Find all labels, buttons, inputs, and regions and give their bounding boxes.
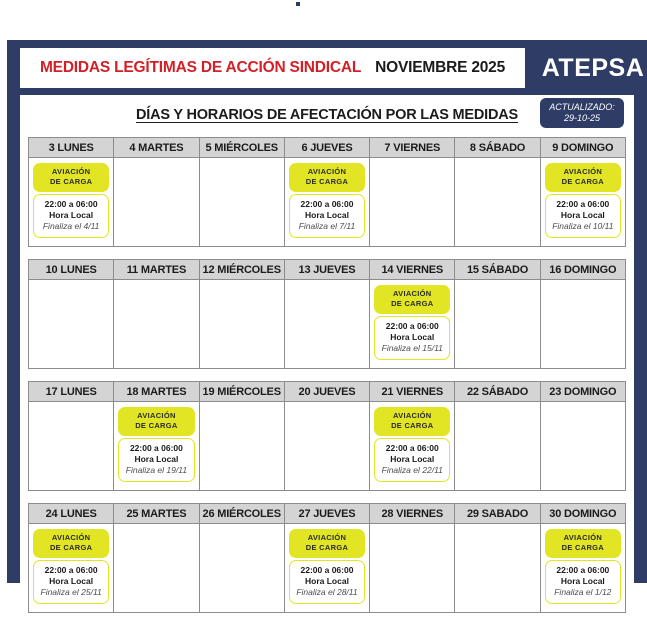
day-header: 15 SÁBADO bbox=[455, 260, 540, 279]
day-cell[interactable] bbox=[29, 524, 114, 612]
top-dot-artifact bbox=[296, 2, 300, 6]
week-block bbox=[28, 381, 626, 491]
day-header: 3 LUNES bbox=[29, 138, 114, 157]
day-header: 29 SABADO bbox=[455, 504, 540, 523]
event-time-range: 22:00 a 06:00 bbox=[44, 565, 98, 575]
day-header: 24 LUNES bbox=[29, 504, 114, 523]
event-detail-box bbox=[33, 194, 109, 238]
day-cell[interactable] bbox=[370, 280, 455, 368]
week-body-row bbox=[29, 280, 625, 368]
day-cell[interactable] bbox=[114, 280, 199, 368]
event-time-range: 22:00 a 06:00 bbox=[300, 199, 354, 209]
event-category-line2: DE CARGA bbox=[391, 421, 434, 430]
event-category-line2: DE CARGA bbox=[49, 543, 93, 552]
event-category-line1: AVIACIÓN bbox=[563, 533, 603, 542]
event-category-line2: DE CARGA bbox=[49, 177, 93, 186]
event-category-line2: DE CARGA bbox=[391, 299, 434, 308]
day-cell[interactable] bbox=[200, 158, 285, 246]
day-cell[interactable] bbox=[285, 524, 370, 612]
event-category-badge bbox=[118, 407, 194, 436]
week-header-row bbox=[29, 382, 625, 402]
day-cell[interactable] bbox=[200, 402, 285, 490]
event-end-note: Finaliza el 15/11 bbox=[381, 343, 443, 353]
day-header: 20 JUEVES bbox=[285, 382, 370, 401]
event-detail-box bbox=[118, 438, 194, 482]
updated-label: ACTUALIZADO: bbox=[549, 102, 615, 112]
event-category-line1: AVIACIÓN bbox=[307, 167, 347, 176]
week-body-row bbox=[29, 158, 625, 246]
event-category-badge bbox=[545, 529, 621, 558]
event-category-line2: DE CARGA bbox=[135, 421, 178, 430]
event-category-badge bbox=[33, 163, 109, 192]
day-cell[interactable] bbox=[285, 402, 370, 490]
event-detail-box bbox=[545, 194, 621, 238]
event-category-line2: DE CARGA bbox=[561, 543, 605, 552]
day-header: 9 DOMINGO bbox=[552, 141, 614, 154]
day-cell[interactable] bbox=[370, 402, 455, 490]
day-header: 25 MARTES bbox=[114, 504, 199, 523]
event-end-note: Finaliza el 7/11 bbox=[298, 221, 356, 231]
updated-badge bbox=[540, 98, 624, 128]
day-cell[interactable] bbox=[114, 402, 199, 490]
event-time-range: 22:00 a 06:00 bbox=[556, 565, 610, 575]
day-header: 30 DOMINGO bbox=[549, 507, 617, 520]
event-category-line1: AVIACIÓN bbox=[51, 167, 91, 176]
week-body-row bbox=[29, 402, 625, 490]
week-header-row bbox=[29, 504, 625, 524]
day-cell[interactable] bbox=[455, 158, 540, 246]
day-header: 26 MIÉRCOLES bbox=[200, 504, 285, 523]
event-detail-box bbox=[33, 560, 109, 604]
week-block bbox=[28, 137, 626, 247]
event-category-line2: DE CARGA bbox=[305, 543, 349, 552]
day-cell[interactable] bbox=[370, 524, 455, 612]
day-header: 18 MARTES bbox=[114, 382, 199, 401]
event-timezone: Hora Local bbox=[390, 332, 435, 342]
day-header: 12 MIÉRCOLES bbox=[200, 260, 285, 279]
event-time-range: 22:00 a 06:00 bbox=[385, 443, 439, 453]
event-time-range: 22:00 a 06:00 bbox=[385, 321, 439, 331]
event-category-line1: AVIACIÓN bbox=[137, 411, 176, 420]
day-cell[interactable] bbox=[455, 280, 540, 368]
day-cell[interactable] bbox=[285, 280, 370, 368]
event-timezone: Hora Local bbox=[49, 576, 94, 586]
panel-title: DÍAS Y HORARIOS DE AFECTACIÓN POR LAS MEDIDAS bbox=[136, 107, 518, 123]
event-time-range: 22:00 a 06:00 bbox=[44, 199, 98, 209]
day-cell[interactable] bbox=[370, 158, 455, 246]
event-detail-box bbox=[289, 560, 365, 604]
poster-title-main: MEDIDAS LEGÍTIMAS DE ACCIÓN SINDICAL bbox=[39, 59, 362, 76]
title-plate bbox=[20, 48, 525, 88]
event-category-badge bbox=[374, 285, 450, 314]
event-end-note: Finaliza el 22/11 bbox=[381, 465, 443, 475]
day-header: 14 VIERNES bbox=[370, 260, 455, 279]
day-header: 17 LUNES bbox=[29, 382, 114, 401]
event-timezone: Hora Local bbox=[390, 454, 435, 464]
week-block bbox=[28, 259, 626, 369]
event-detail-box bbox=[289, 194, 365, 238]
event-time-range: 22:00 a 06:00 bbox=[556, 199, 610, 209]
event-end-note: Finaliza el 28/11 bbox=[296, 587, 358, 597]
event-category-line2: DE CARGA bbox=[305, 177, 349, 186]
event-category-line1: AVIACIÓN bbox=[307, 533, 347, 542]
week-header-row bbox=[29, 260, 625, 280]
event-detail-box bbox=[545, 560, 621, 604]
calendar-weeks bbox=[28, 137, 626, 625]
day-cell[interactable] bbox=[285, 158, 370, 246]
event-category-line1: AVIACIÓN bbox=[51, 533, 91, 542]
day-header: 11 MARTES bbox=[114, 260, 199, 279]
event-timezone: Hora Local bbox=[305, 576, 349, 586]
event-end-note: Finaliza el 4/11 bbox=[42, 221, 100, 231]
week-header-row bbox=[29, 138, 625, 158]
event-detail-box bbox=[374, 438, 450, 482]
day-header: 13 JUEVES bbox=[285, 260, 370, 279]
day-cell[interactable] bbox=[29, 402, 114, 490]
event-category-badge bbox=[545, 163, 621, 192]
week-block bbox=[28, 503, 626, 613]
panel-header bbox=[20, 95, 634, 135]
day-cell[interactable] bbox=[541, 524, 625, 612]
poster-header bbox=[20, 48, 647, 88]
event-category-badge bbox=[33, 529, 109, 558]
week-body-row bbox=[29, 524, 625, 612]
event-category-badge bbox=[374, 407, 450, 436]
day-cell[interactable] bbox=[455, 524, 540, 612]
event-category-badge bbox=[289, 529, 365, 558]
event-end-note: Finaliza el 25/11 bbox=[40, 587, 102, 597]
day-header: 7 VIERNES bbox=[370, 138, 455, 157]
day-cell[interactable] bbox=[114, 158, 199, 246]
day-cell[interactable] bbox=[541, 402, 625, 490]
atepsa-logo: ATEPSA bbox=[541, 53, 645, 82]
day-header: 6 JUEVES bbox=[285, 138, 370, 157]
day-header: 23 DOMINGO bbox=[549, 385, 617, 398]
day-cell[interactable] bbox=[29, 280, 114, 368]
event-category-line1: AVIACIÓN bbox=[393, 411, 432, 420]
day-cell[interactable] bbox=[29, 158, 114, 246]
event-category-line1: AVIACIÓN bbox=[563, 167, 603, 176]
poster-frame bbox=[7, 40, 647, 597]
day-header: 8 SÁBADO bbox=[455, 138, 540, 157]
day-cell[interactable] bbox=[541, 158, 625, 246]
event-end-note: Finaliza el 19/11 bbox=[125, 465, 188, 475]
event-end-note: Finaliza el 1/12 bbox=[554, 587, 612, 597]
day-cell[interactable] bbox=[114, 524, 199, 612]
event-detail-box bbox=[374, 316, 450, 360]
event-timezone: Hora Local bbox=[305, 210, 349, 220]
day-header: 16 DOMINGO bbox=[549, 263, 617, 276]
event-time-range: 22:00 a 06:00 bbox=[300, 565, 354, 575]
day-header: 27 JUEVES bbox=[285, 504, 370, 523]
day-cell[interactable] bbox=[200, 524, 285, 612]
day-header: 19 MIÉRCOLES bbox=[200, 382, 285, 401]
day-header: 28 VIERNES bbox=[370, 504, 455, 523]
event-time-range: 22:00 a 06:00 bbox=[129, 443, 183, 453]
event-category-badge bbox=[289, 163, 365, 192]
event-timezone: Hora Local bbox=[134, 454, 179, 464]
day-header: 22 SÁBADO bbox=[455, 382, 540, 401]
day-header: 4 MARTES bbox=[114, 138, 199, 157]
updated-date: 29-10-25 bbox=[563, 113, 601, 123]
day-cell[interactable] bbox=[541, 280, 625, 368]
event-timezone: Hora Local bbox=[560, 576, 605, 586]
event-end-note: Finaliza el 10/11 bbox=[552, 221, 614, 231]
day-cell[interactable] bbox=[455, 402, 540, 490]
poster-title-month: NOVIEMBRE 2025 bbox=[375, 59, 506, 76]
day-cell[interactable] bbox=[200, 280, 285, 368]
event-timezone: Hora Local bbox=[49, 210, 94, 220]
event-category-line1: AVIACIÓN bbox=[393, 289, 432, 298]
day-header: 21 VIERNES bbox=[370, 382, 455, 401]
day-header: 5 MIÉRCOLES bbox=[200, 138, 285, 157]
event-category-line2: DE CARGA bbox=[561, 177, 605, 186]
event-timezone: Hora Local bbox=[560, 210, 605, 220]
day-header: 10 LUNES bbox=[29, 260, 114, 279]
content-panel bbox=[20, 95, 634, 623]
